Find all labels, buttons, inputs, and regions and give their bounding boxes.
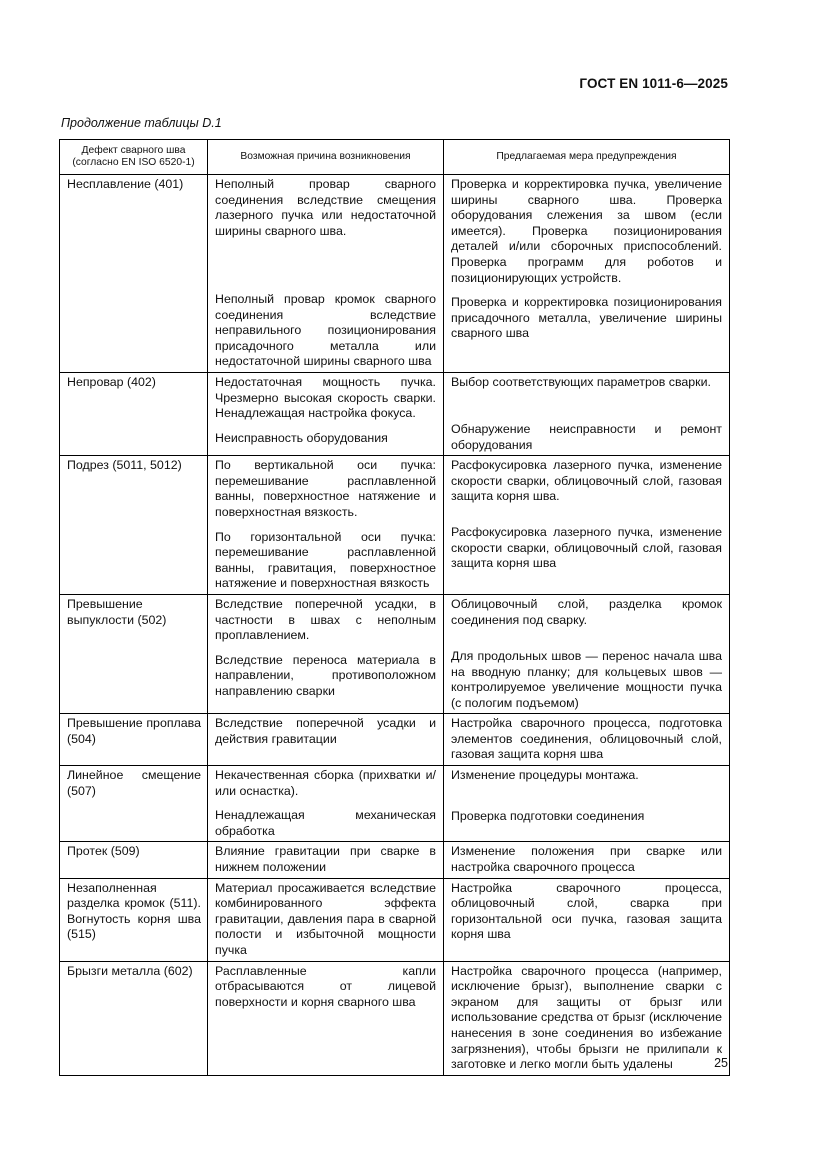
cause-cell [208, 175, 444, 373]
measure-cell [444, 456, 730, 595]
page-number: 25 [714, 1056, 728, 1070]
defect-text: Подрез (5011, 5012) [67, 458, 182, 473]
cause-text: Неполный провар кромок сварного соединения вследствие неправильного позиционирования присадочного металла или недостаточной ширины сварного шва [215, 292, 436, 369]
cause-text: Вследствие переноса материала в направлении, противоположном направлению сварки [215, 652, 436, 698]
measure-cell [444, 766, 730, 842]
measure-text: Настройка сварочного процесса, облицовочный слой, сварка при горизонтальной оси пучка, газовая защита корня шва [451, 880, 722, 942]
defect-cell [60, 714, 208, 766]
measure-text: Изменение положения при сварке или настройка сварочного процесса [451, 844, 722, 875]
cause-cell [208, 961, 444, 1075]
cause-text: По вертикальной оси пучка: перемешивание расплавленной ванны, поверхностное натяжение и поверхностная вязкость. [215, 458, 436, 519]
defect-cell [60, 842, 208, 878]
defect-cell [60, 961, 208, 1075]
cause-text: Вследствие поперечной усадки, в частности в швах с неполным проплавлением. [215, 596, 436, 643]
defect-cell [60, 456, 208, 595]
table-row [60, 594, 730, 713]
cause-cell [208, 594, 444, 713]
cause-text: Некачественная сборка (прихватки и/или оснастка). [215, 768, 436, 798]
measure-cell [444, 372, 730, 455]
header-cause: Возможная причина возникновения [208, 140, 444, 175]
defect-text: Линейное смещение (507) [67, 768, 201, 798]
table-row [60, 766, 730, 842]
cause-text: По горизонтальной оси пучка: перемешивание расплавленной ванны, гравитация, поверхностное натяжение и поверхностная вязкость [215, 529, 436, 591]
defect-text: Превышение проплава (504) [67, 716, 201, 746]
defect-cell [60, 766, 208, 842]
cause-text: Влияние гравитации при сварке в нижнем положении [215, 844, 436, 875]
defect-text: Превышение выпуклости (502) [67, 596, 167, 627]
measure-cell [444, 594, 730, 713]
defect-cell [60, 594, 208, 713]
measure-text: Расфокусировка лазерного пучка, изменение скорости сварки, облицовочный слой, газовая защита корня шва [451, 525, 722, 571]
defect-cell [60, 878, 208, 961]
measure-cell [444, 878, 730, 961]
defects-table [59, 139, 730, 1076]
cause-text: Неисправность оборудования [215, 430, 388, 445]
cause-text: Неполный провар сварного соединения вследствие смещения лазерного пучка или недостаточной ширины сварного шва. [215, 177, 436, 238]
table-caption: Продолжение таблицы D.1 [61, 116, 222, 130]
cause-cell [208, 456, 444, 595]
cause-cell [208, 714, 444, 766]
table-row [60, 714, 730, 766]
cause-cell [208, 878, 444, 961]
defect-text: Несплавление (401) [67, 177, 184, 191]
cause-cell [208, 372, 444, 455]
defect-text: Незаполненная разделка кромок (511). Вогнутость корня шва (515) [67, 880, 201, 942]
measure-text: Проверка подготовки соединения [451, 809, 645, 824]
measure-text: Настройка сварочного процесса (например, исключение брызг), выполнение сварки с экраном для защиты от брызг или использование средства от брызг (исключение нанесения в зоне соединения во избежание загрязнения), чтобы брызги не прилипали к заготовке и легко могли быть удалены [451, 963, 722, 1072]
measure-text: Для продольных швов — перенос начала шва на вводную планку; для кольцевых швов — контролируемое увеличение мощности пучка (с пологим подъемом) [451, 648, 722, 710]
defect-text: Протек (509) [67, 844, 140, 859]
defect-cell [60, 372, 208, 455]
cause-text: Ненадлежащая механическая обработка [215, 808, 436, 838]
table-row [60, 456, 730, 595]
measure-text: Выбор соответствующих параметров сварки. [451, 374, 711, 389]
table-header-row [60, 140, 730, 175]
defect-text: Брызги металла (602) [67, 963, 193, 978]
measure-cell [444, 175, 730, 373]
defect-cell [60, 175, 208, 373]
measure-cell [444, 714, 730, 766]
table-row [60, 878, 730, 961]
cause-cell [208, 842, 444, 878]
measure-text: Изменение процедуры монтажа. [451, 768, 639, 783]
cause-cell [208, 766, 444, 842]
header-defect: Дефект сварного шва (согласно EN ISO 6520-1) [60, 140, 208, 175]
measure-text: Обнаружение неисправности и ремонт оборудования [451, 421, 722, 452]
cause-text: Недостаточная мощность пучка. Чрезмерно высокая скорость сварки. Ненадлежащая настройка фокуса. [215, 374, 436, 421]
measure-cell [444, 961, 730, 1075]
cause-text: Материал просаживается вследствие комбинированного эффекта гравитации, давления пара в сварной полости и избыточной мощности пучка [215, 880, 436, 957]
measure-text: Облицовочный слой, разделка кромок соединения под сварку. [451, 596, 722, 627]
table-row [60, 175, 730, 373]
defect-text: Непровар (402) [67, 374, 156, 389]
measure-text: Расфокусировка лазерного пучка, изменение скорости сварки, облицовочный слой, газовая защита корня шва. [451, 458, 722, 504]
measure-cell [444, 842, 730, 878]
cause-text: Расплавленные капли отбрасываются от лицевой поверхности и корня сварного шва [215, 963, 436, 1009]
measure-text: Проверка и корректировка позиционирования присадочного металла, увеличение ширины сварного шва [451, 295, 722, 341]
table-row [60, 842, 730, 878]
header-measure: Предлагаемая мера предупреждения [444, 140, 730, 175]
cause-text: Вследствие поперечной усадки и действия гравитации [215, 716, 436, 746]
table-row [60, 372, 730, 455]
measure-text: Настройка сварочного процесса, подготовка элементов соединения, облицовочный слой, газовая защита корня шва [451, 716, 722, 762]
document-code: ГОСТ EN 1011-6—2025 [579, 76, 728, 91]
measure-text: Проверка и корректировка пучка, увеличение ширины сварного шва. Проверка оборудования слежения за швом (если имеется). Проверка позиционирования деталей и/или сборочных приспособлений. Проверка программ для роботов и позиционирующих устройств. [451, 177, 722, 285]
table-row [60, 961, 730, 1075]
